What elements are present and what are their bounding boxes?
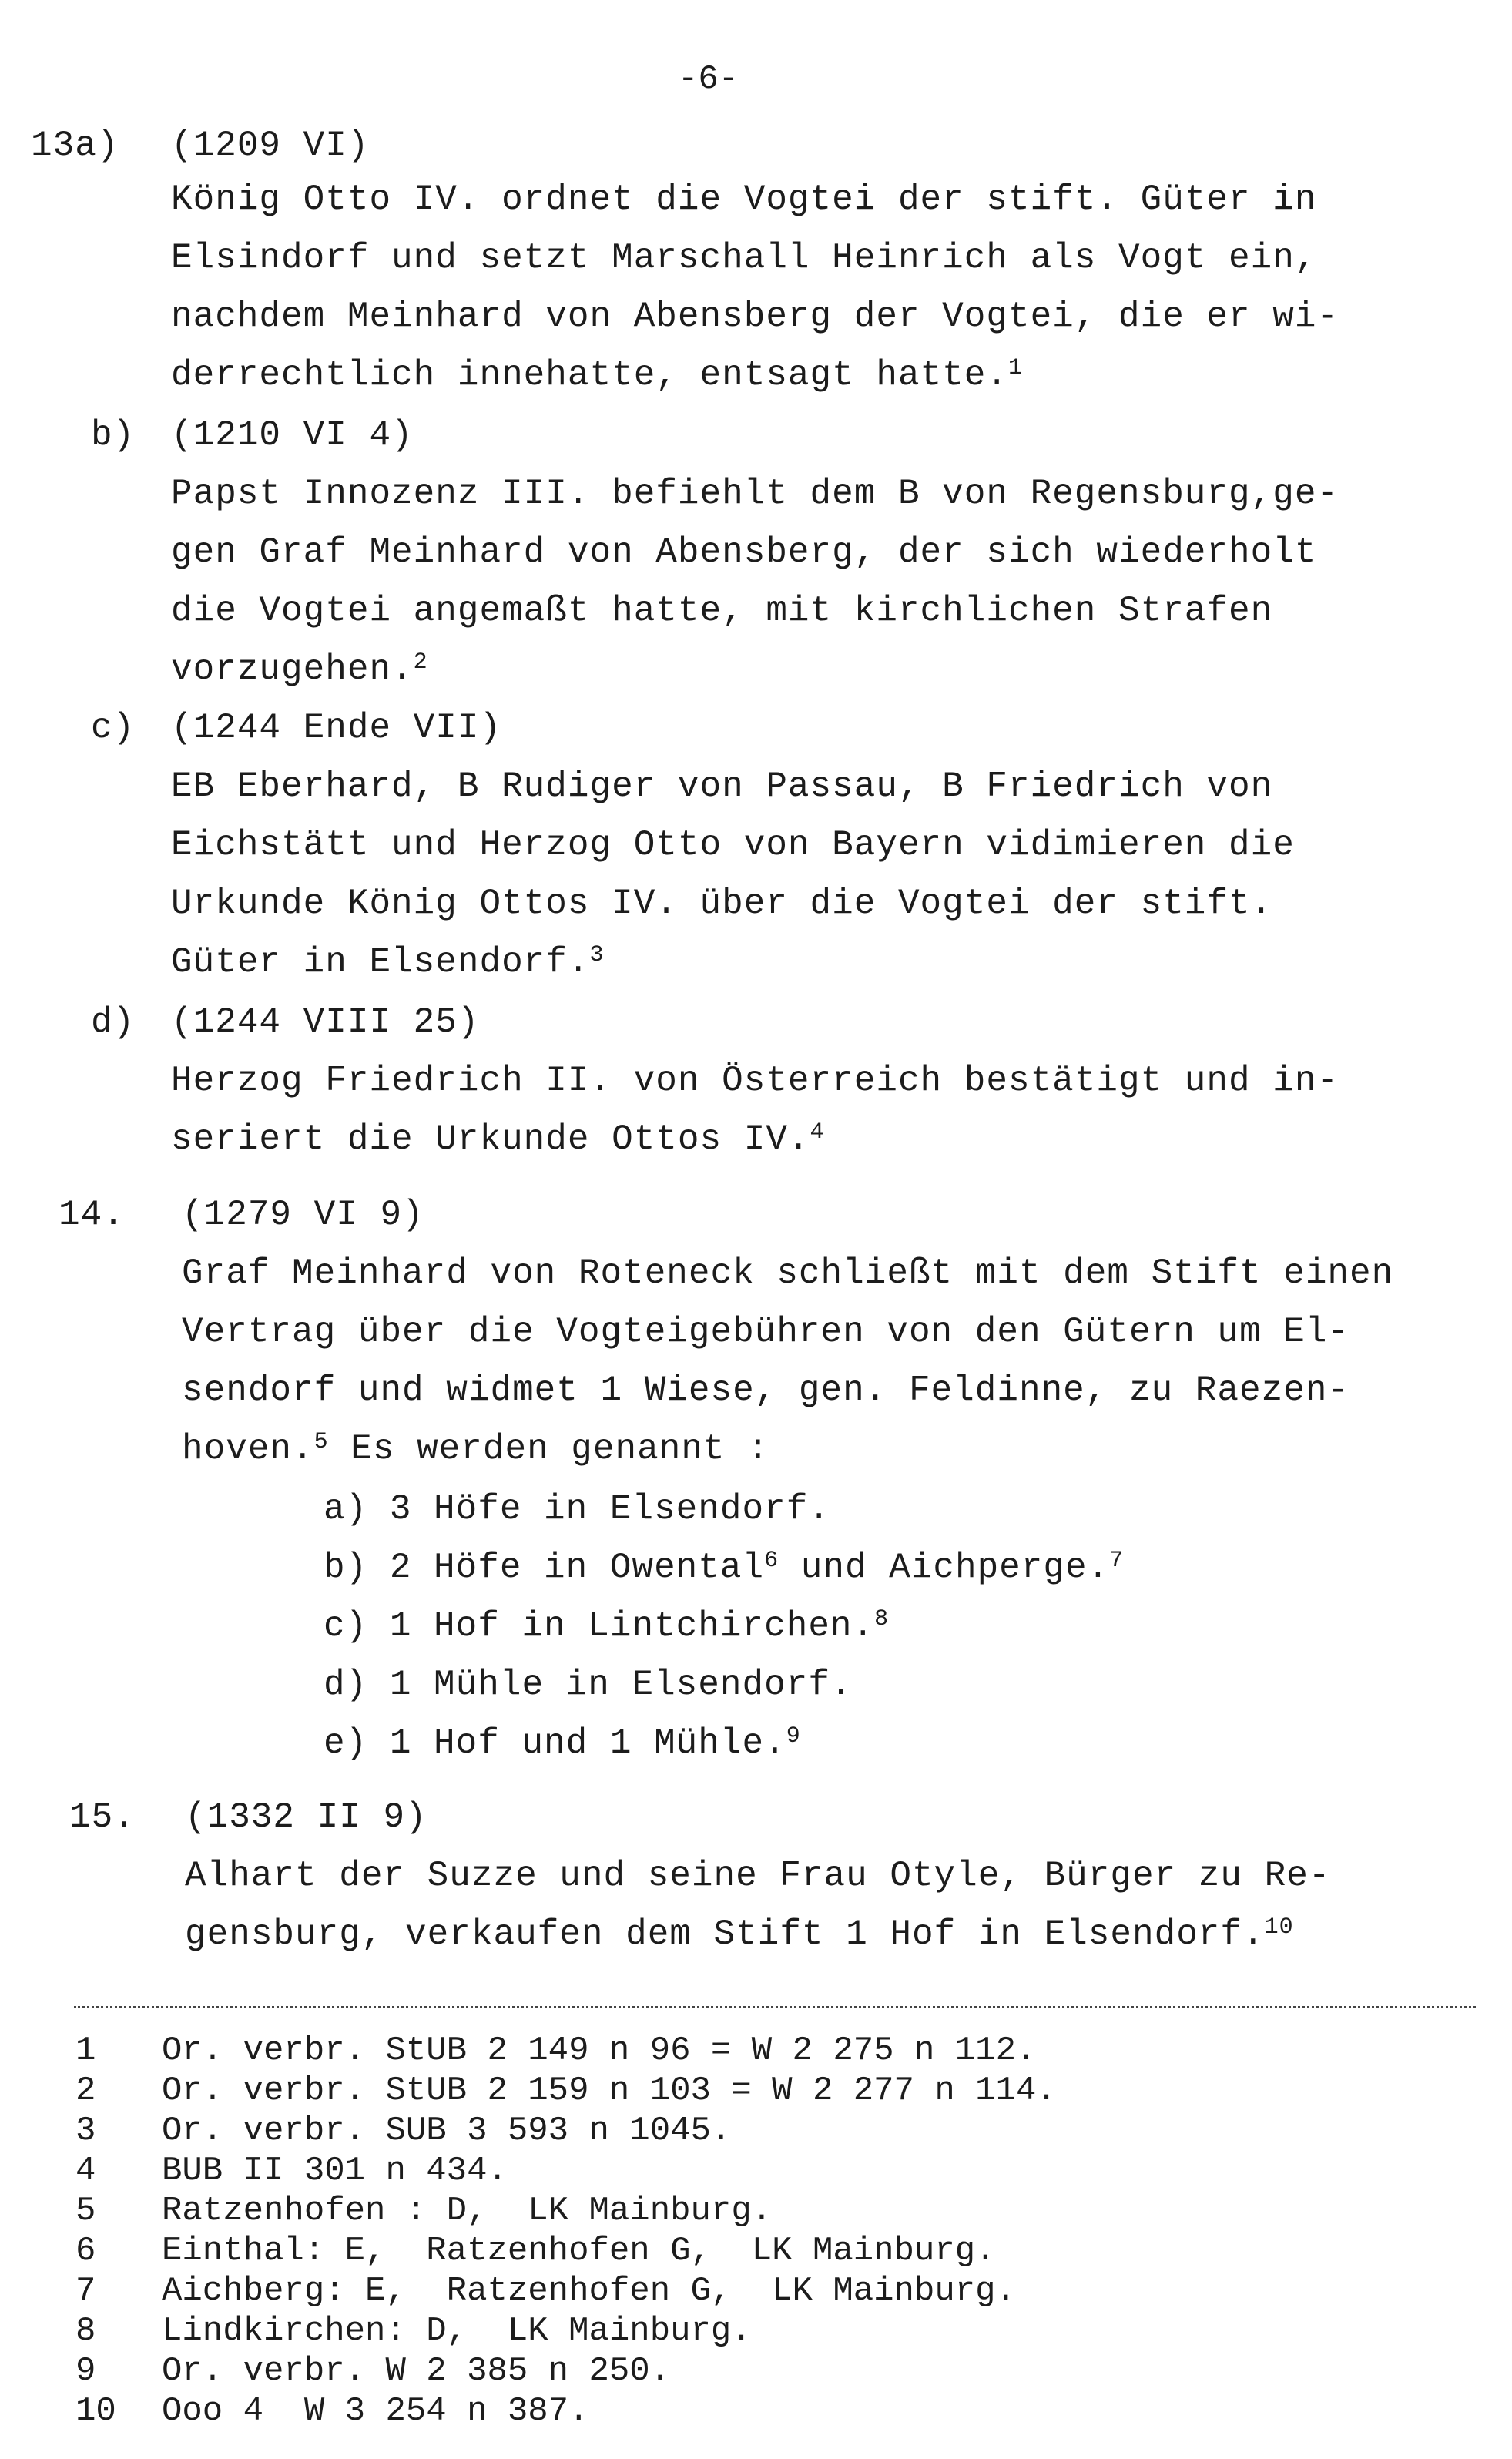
- entry-13a-line: König Otto IV. ordnet die Vogtei der stift. Güter in: [171, 179, 1317, 220]
- footnote: 1 Or. verbr. StUB 2 149 n 96 = W 2 275 n 112.: [75, 2031, 1037, 2070]
- entry-b-label: b): [91, 415, 136, 455]
- entry-d-label: d): [91, 1002, 136, 1042]
- footnote-ref: 1: [1007, 355, 1023, 381]
- footnote: 10 Ooo 4 W 3 254 n 387.: [75, 2392, 589, 2430]
- footnote-ref: 3: [589, 942, 605, 968]
- footnote-ref: 5: [313, 1429, 329, 1455]
- entry-15-line: gensburg, verkaufen dem Stift 1 Hof in Elsendorf.$^{10}$: [185, 1914, 1294, 1954]
- entry-13a-line: Elsindorf und setzt Marschall Heinrich als Vogt ein,: [171, 238, 1317, 278]
- entry-b-line: die Vogtei angemaßt hatte, mit kirchlichen Strafen: [171, 591, 1273, 631]
- entry-14-item: e) 1 Hof und 1 Mühle.$^9$: [324, 1723, 801, 1763]
- page-number: -6-: [678, 60, 739, 99]
- entry-14-item: a) 3 Höfe in Elsendorf.: [324, 1489, 830, 1529]
- entry-c-line: EB Eberhard, B Rudiger von Passau, B Friedrich von: [171, 767, 1273, 807]
- footnote: 7 Aichberg: E, Ratzenhofen G, LK Mainburg.: [75, 2272, 1016, 2310]
- entry-c-line: Güter in Elsendorf.$^3$: [171, 942, 605, 982]
- footnote: 3 Or. verbr. SUB 3 593 n 1045.: [75, 2112, 732, 2150]
- footnote-ref: 2: [413, 649, 428, 676]
- entry-c-line: Urkunde König Ottos IV. über die Vogtei der stift.: [171, 884, 1273, 924]
- entry-15-date: (1332 II 9): [185, 1797, 427, 1837]
- footnote: 5 Ratzenhofen : D, LK Mainburg.: [75, 2192, 773, 2230]
- footnote-ref: 10: [1264, 1914, 1294, 1941]
- footnote: 2 Or. verbr. StUB 2 159 n 103 = W 2 277 n 114.: [75, 2072, 1057, 2110]
- entry-13a-line: nachdem Meinhard von Abensberg der Vogtei, die er wi-: [171, 297, 1339, 337]
- entry-14-date: (1279 VI 9): [182, 1195, 424, 1235]
- footnote-ref: 8: [874, 1606, 890, 1632]
- entry-b-line: vorzugehen.$^2$: [171, 649, 428, 689]
- entry-15-label: 15.: [69, 1797, 136, 1837]
- entry-14-item: b) 2 Höfe in Owental$^6$ und Aichperge.$^7$: [324, 1548, 1125, 1588]
- footnote-ref: 6: [764, 1548, 779, 1574]
- entry-13a-line: derrechtlich innehatte, entsagt hatte.$^1$: [171, 355, 1023, 395]
- entry-14-line: Graf Meinhard von Roteneck schließt mit dem Stift einen: [182, 1253, 1394, 1293]
- footnote-ref: 7: [1109, 1548, 1125, 1574]
- entry-c-date: (1244 Ende VII): [171, 708, 502, 748]
- footnote: 4 BUB II 301 n 434.: [75, 2152, 508, 2190]
- entry-13a-date: (1209 VI): [171, 126, 370, 166]
- entry-14-item: d) 1 Mühle in Elsendorf.: [324, 1665, 853, 1705]
- footnote: 6 Einthal: E, Ratzenhofen G, LK Mainburg.: [75, 2232, 996, 2270]
- entry-b-date: (1210 VI 4): [171, 415, 414, 455]
- footnote-ref: 9: [786, 1723, 801, 1749]
- footnote: 9 Or. verbr. W 2 385 n 250.: [75, 2352, 671, 2390]
- entry-c-line: Eichstätt und Herzog Otto von Bayern vidimieren die: [171, 825, 1295, 865]
- entry-14-item: c) 1 Hof in Lintchirchen.$^8$: [324, 1606, 890, 1646]
- entry-14-label: 14.: [59, 1195, 125, 1235]
- footnote-divider: [74, 2006, 1476, 2008]
- entry-15-line: Alhart der Suzze und seine Frau Otyle, Bürger zu Re-: [185, 1856, 1331, 1896]
- footnote: 8 Lindkirchen: D, LK Mainburg.: [75, 2312, 752, 2350]
- entry-d-date: (1244 VIII 25): [171, 1002, 480, 1042]
- entry-14-line: hoven.$^5$ Es werden genannt :: [182, 1429, 769, 1469]
- entry-13a-label: 13a): [31, 126, 119, 166]
- entry-14-line: sendorf und widmet 1 Wiese, gen. Feldinne, zu Raezen-: [182, 1370, 1350, 1411]
- footnote-ref: 4: [810, 1119, 825, 1146]
- entry-b-line: Papst Innozenz III. befiehlt dem B von Regensburg,ge-: [171, 474, 1339, 514]
- entry-c-label: c): [91, 708, 136, 748]
- entry-b-line: gen Graf Meinhard von Abensberg, der sich wiederholt: [171, 532, 1317, 572]
- entry-d-line: seriert die Urkunde Ottos IV.$^4$: [171, 1119, 825, 1159]
- entry-14-line: Vertrag über die Vogteigebühren von den Gütern um El-: [182, 1312, 1350, 1352]
- entry-d-line: Herzog Friedrich II. von Österreich bestätigt und in-: [171, 1061, 1339, 1101]
